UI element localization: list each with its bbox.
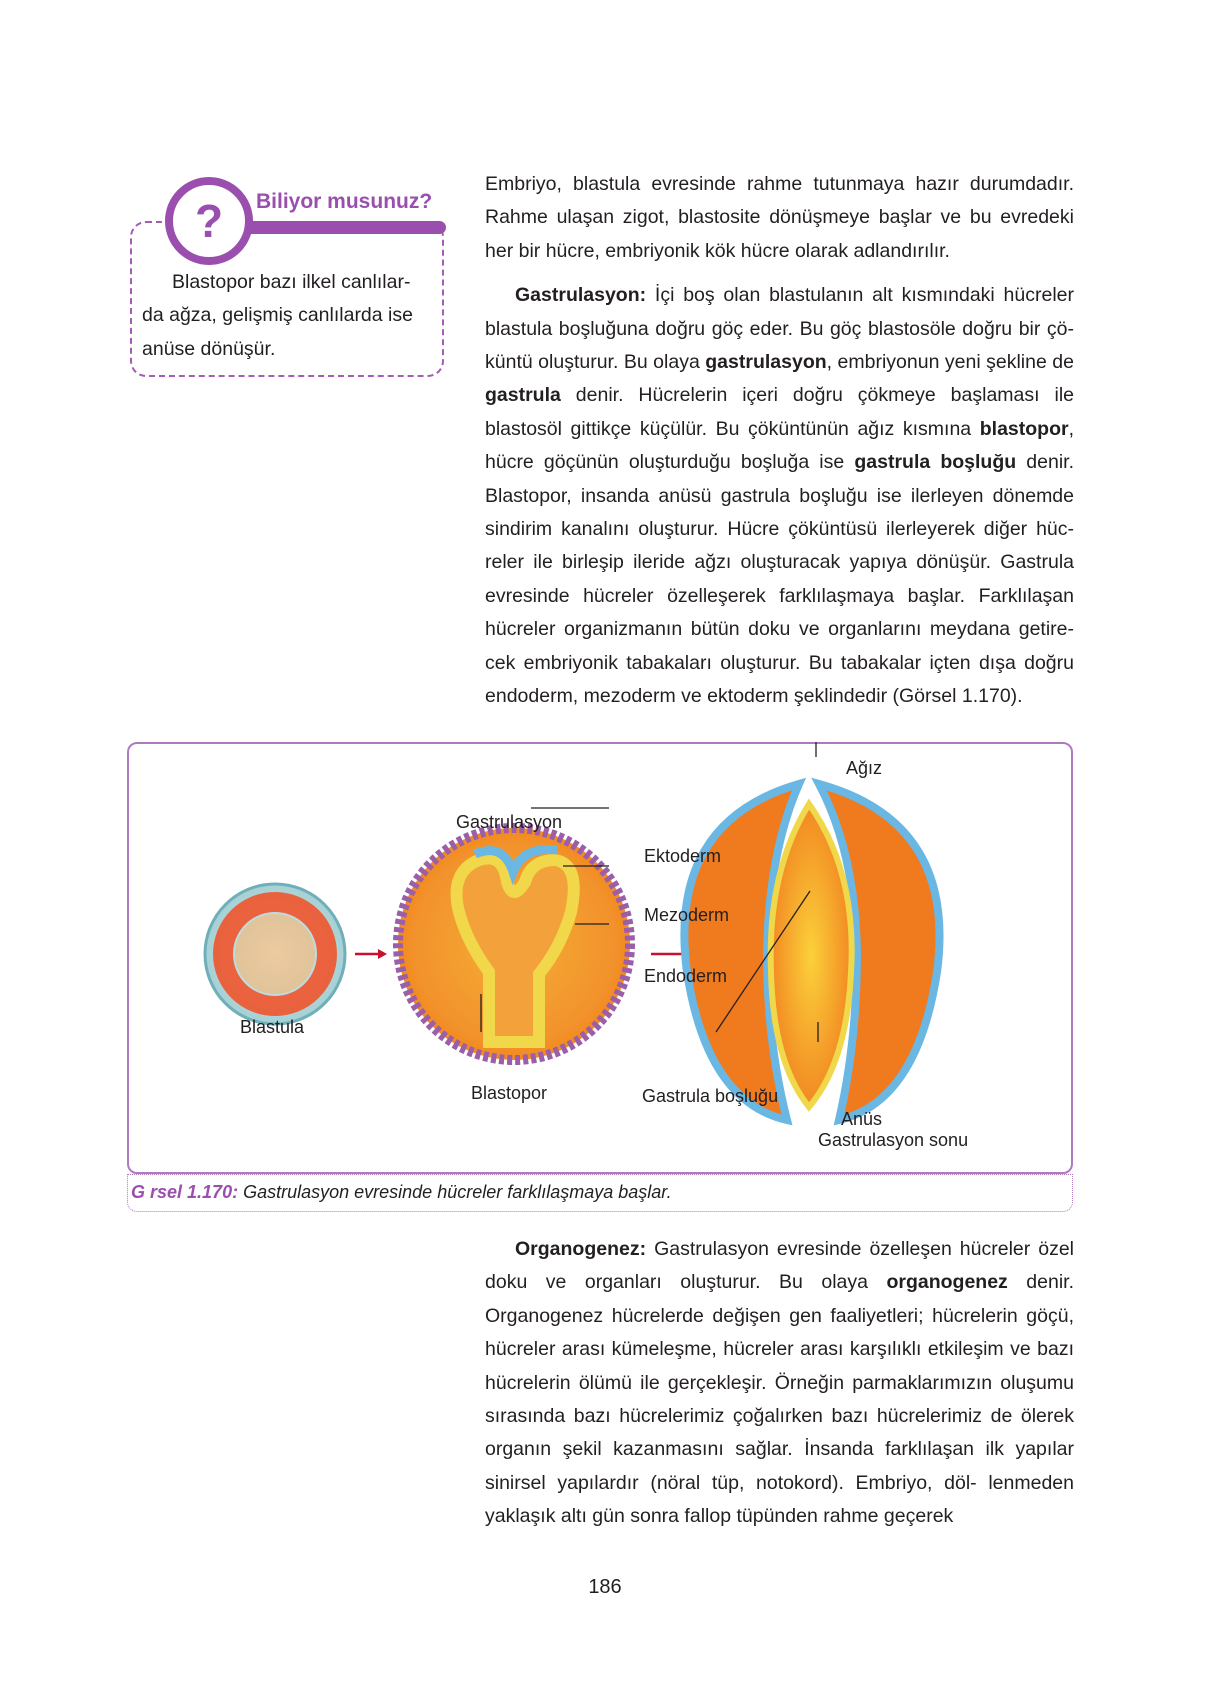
info-box-text <box>142 266 430 366</box>
caption-text: Gastrulasyon evresinde hücreler farklılaşmaya başlar. <box>243 1182 672 1202</box>
label-blastula: Blastula <box>240 1017 305 1037</box>
arrow-1 <box>355 949 387 959</box>
label-anus: Anüs <box>841 1109 883 1129</box>
figure-caption <box>131 1182 672 1203</box>
info-box-title-bar <box>222 221 446 234</box>
term-blastopor: blastopor <box>979 417 1069 440</box>
text-column-top <box>485 168 1074 714</box>
label-gastrulasyon-sonu: Gastrulasyon sonu <box>818 1130 969 1150</box>
blastula-illustration <box>205 884 345 1024</box>
term-organogenez: organogenez <box>886 1271 1008 1294</box>
paragraph-intro: Embriyo, blastula evresinde rahme tutunmaya hazır durumdadır. Rahme ulaşan zigot, blastosite dönüşmeye başlar ve bu evredeki her bir hücre, embriyonik kök hücre olarak adlandırılır. <box>485 173 1074 262</box>
term-gastrulasyon: gastrulasyon <box>705 351 827 374</box>
question-mark-glyph: ? <box>194 195 224 247</box>
gastrula-final-illustration <box>684 784 939 1120</box>
info-box-title: Biliyor musunuz? <box>256 190 433 213</box>
term-gastrulasyon-heading: Gastrulasyon: <box>515 284 647 307</box>
text-run: denir. Organogenez hücrelerde değişen gen faaliyetleri; hücrelerin göçü, hücreler arası kümeleşme, hücreler arası karşılıklı etkileşim ve bazı hücrelerin ölümü ile gerçekleşir. Örneğin parmaklarımızın oluşumu sırasında bazı hücrelerimiz çoğalırken bazı hücrelerimiz de ölerek organın şekil kazanmasını sağlar. İnsanda farklılaşan ilk yapılar sinirsel yapılardır (nöral tüp, notokord). Embriyo, döl- lenmeden yaklaşık altı gün sonra fallop tüpünden rahme geçerek <box>485 1271 1075 1528</box>
caption-title: G rsel 1.170: <box>131 1182 239 1202</box>
text-run: , embriyonun yeni şekline de <box>826 351 1074 374</box>
label-blastopor: Blastopor <box>471 1083 548 1103</box>
paragraph-organogenez <box>485 1233 1074 1534</box>
info-box-text-content: Blastopor bazı ilkel canlılar- da ağza, gelişmiş canlılarda ise anüse dönüşür. <box>142 271 413 360</box>
gastrulation-diagram <box>127 742 1073 1174</box>
label-gastrulasyon: Gastrulasyon <box>456 812 563 832</box>
text-run: İçi boş olan blastulanın alt kısmındaki hücreler blastula boşluğuna doğru göç eder. Bu göç blastosöle doğru bir çö- küntü oluşturur. Bu olaya <box>485 284 1074 374</box>
label-ektoderm: Ektoderm <box>644 846 722 866</box>
paragraph-gastrulasyon <box>485 279 1074 713</box>
term-gastrula-boslugu: gastrula boşluğu <box>854 451 1017 474</box>
term-gastrula: gastrula <box>485 384 561 407</box>
label-gastrula-boslugu: Gastrula boşluğu <box>642 1086 779 1106</box>
text-run: denir. Blastopor, insanda anüsü gastrula boşluğu ise ilerleyen dönemde sindirim kanalını oluşturur. Hücre çöküntüsü ilerleyerek diğer hüc- reler ile birleşip ileride ağzı oluşturacak yapıya dönüşür. Gastrula evresinde hücreler özelleşerek farklılaşmaya başlar. Farklılaşan hücreler organizmanın bütün doku ve organlarını meydana getire- cek embriyonik tabakaları oluşturur. Bu tabakalar içten dışa doğru endoderm, mezoderm ve ektoderm şeklindedir (Görsel 1.170). <box>485 451 1074 708</box>
page-number: 186 <box>588 1576 622 1598</box>
question-mark-icon <box>163 175 255 267</box>
text-run: Gastrulasyon evresinde özelleşen hücreler özel doku ve organları oluşturur. Bu olaya <box>485 1238 1074 1294</box>
term-organogenez-heading: Organogenez: <box>515 1238 647 1260</box>
gastrula-illustration <box>398 828 630 1060</box>
text-run: , hücre göçünün oluşturduğu boşluğa ise <box>485 417 1074 474</box>
text-column-bottom <box>485 1233 1074 1534</box>
label-agiz: Ağız <box>846 758 883 778</box>
label-endoderm: Endoderm <box>644 966 728 986</box>
label-mezoderm: Mezoderm <box>644 905 730 925</box>
text-run: denir. Hücrelerin içeri doğru çökmeye başlaması ile blastosöl gittikçe küçülür. Bu çöküntünün ağız kısmına <box>485 384 1074 440</box>
